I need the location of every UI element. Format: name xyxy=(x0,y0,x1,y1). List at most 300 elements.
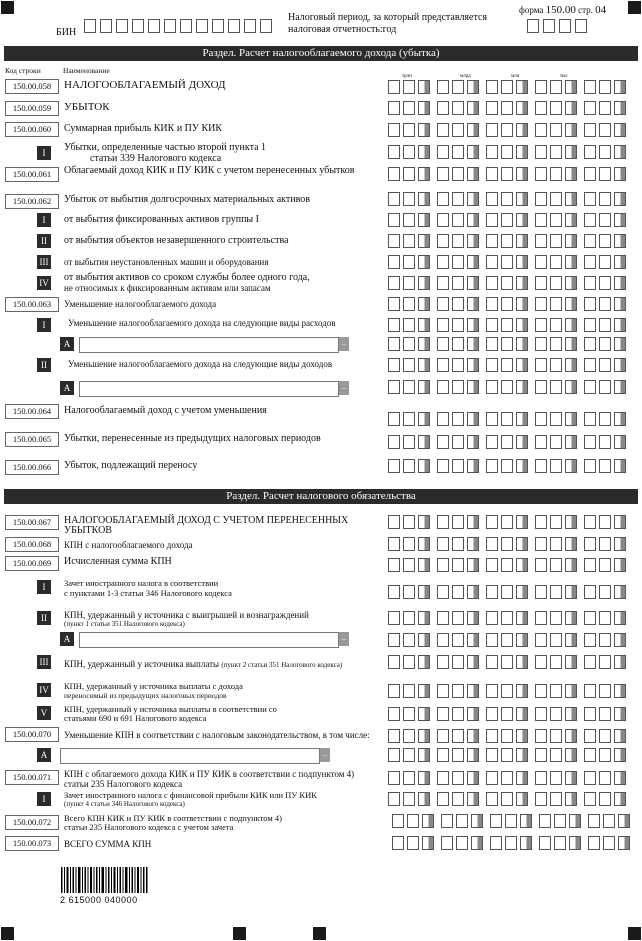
digit-cell[interactable] xyxy=(467,297,479,311)
digit-cell[interactable] xyxy=(535,435,547,449)
digit-cell[interactable] xyxy=(418,80,430,94)
digit-cell[interactable] xyxy=(516,213,528,227)
digit-cell[interactable] xyxy=(388,318,400,332)
digit-cell[interactable] xyxy=(584,297,596,311)
digit-cell[interactable] xyxy=(599,234,611,248)
digit-cell[interactable] xyxy=(584,611,596,625)
amount-cells[interactable] xyxy=(388,633,629,647)
digit-cell[interactable] xyxy=(584,192,596,206)
digit-cell[interactable] xyxy=(599,213,611,227)
digit-cell[interactable] xyxy=(584,337,596,351)
digit-cell[interactable] xyxy=(418,192,430,206)
digit-cell[interactable] xyxy=(418,748,430,762)
digit-cell[interactable] xyxy=(422,814,434,828)
digit-cell[interactable] xyxy=(614,101,626,115)
digit-cell[interactable] xyxy=(388,234,400,248)
digit-cell[interactable] xyxy=(539,814,551,828)
digit-cell[interactable] xyxy=(599,633,611,647)
digit-cell[interactable] xyxy=(588,814,600,828)
digit-cell[interactable] xyxy=(452,167,464,181)
amount-cells[interactable] xyxy=(392,836,633,850)
amount-cells[interactable] xyxy=(388,123,629,137)
digit-cell[interactable] xyxy=(603,836,615,850)
digit-cell[interactable] xyxy=(437,255,449,269)
digit-cell[interactable] xyxy=(614,633,626,647)
digit-cell[interactable] xyxy=(437,707,449,721)
digit-cell[interactable] xyxy=(565,358,577,372)
digit-cell[interactable] xyxy=(437,684,449,698)
digit-cell[interactable] xyxy=(403,633,415,647)
digit-cell[interactable] xyxy=(418,145,430,159)
digit-cell[interactable] xyxy=(584,276,596,290)
digit-cell[interactable] xyxy=(614,234,626,248)
digit-cell[interactable] xyxy=(467,558,479,572)
digit-cell[interactable] xyxy=(407,814,419,828)
reduction-type-dropdown-button[interactable]: – xyxy=(320,748,330,762)
digit-cell[interactable] xyxy=(584,101,596,115)
digit-cell[interactable] xyxy=(599,655,611,669)
digit-cell[interactable] xyxy=(471,836,483,850)
digit-cell[interactable] xyxy=(418,655,430,669)
digit-cell[interactable] xyxy=(599,771,611,785)
digit-cell[interactable] xyxy=(501,684,513,698)
digit-cell[interactable] xyxy=(584,558,596,572)
digit-cell[interactable] xyxy=(584,358,596,372)
digit-cell[interactable] xyxy=(599,192,611,206)
amount-cells[interactable] xyxy=(388,234,629,248)
digit-cell[interactable] xyxy=(418,729,430,743)
digit-cell[interactable] xyxy=(565,558,577,572)
digit-cell[interactable] xyxy=(599,297,611,311)
digit-cell[interactable] xyxy=(418,633,430,647)
digit-cell[interactable] xyxy=(467,707,479,721)
digit-cell[interactable] xyxy=(535,297,547,311)
amount-cells[interactable] xyxy=(388,167,629,181)
digit-cell[interactable] xyxy=(618,814,630,828)
digit-cell[interactable] xyxy=(614,707,626,721)
digit-cell[interactable] xyxy=(614,358,626,372)
digit-cell[interactable] xyxy=(565,435,577,449)
digit-cell[interactable] xyxy=(418,276,430,290)
digit-cell[interactable] xyxy=(599,380,611,394)
digit-cell[interactable] xyxy=(516,611,528,625)
digit-cell[interactable] xyxy=(569,814,581,828)
digit-cell[interactable] xyxy=(403,380,415,394)
digit-cell[interactable] xyxy=(403,792,415,806)
digit-cell[interactable] xyxy=(565,748,577,762)
digit-cell[interactable] xyxy=(565,707,577,721)
digit-cell[interactable] xyxy=(388,297,400,311)
digit-cell[interactable] xyxy=(599,276,611,290)
digit-cell[interactable] xyxy=(614,515,626,529)
digit-cell[interactable] xyxy=(565,515,577,529)
digit-cell[interactable] xyxy=(392,836,404,850)
digit-cell[interactable] xyxy=(467,192,479,206)
digit-cell[interactable] xyxy=(456,814,468,828)
digit-cell[interactable] xyxy=(486,558,498,572)
digit-cell[interactable] xyxy=(614,255,626,269)
digit-cell[interactable] xyxy=(452,585,464,599)
digit-cell[interactable] xyxy=(467,684,479,698)
digit-cell[interactable] xyxy=(403,145,415,159)
digit-cell[interactable] xyxy=(452,515,464,529)
digit-cell[interactable] xyxy=(486,80,498,94)
digit-cell[interactable] xyxy=(437,633,449,647)
digit-cell[interactable] xyxy=(486,655,498,669)
digit-cell[interactable] xyxy=(550,537,562,551)
amount-cells[interactable] xyxy=(388,145,629,159)
amount-cells[interactable] xyxy=(388,729,629,743)
digit-cell[interactable] xyxy=(418,792,430,806)
digit-cell[interactable] xyxy=(516,297,528,311)
digit-cell[interactable] xyxy=(565,276,577,290)
digit-cell[interactable] xyxy=(565,297,577,311)
digit-cell[interactable] xyxy=(535,537,547,551)
digit-cell[interactable] xyxy=(467,537,479,551)
digit-cell[interactable] xyxy=(550,255,562,269)
digit-cell[interactable] xyxy=(437,337,449,351)
digit-cell[interactable] xyxy=(516,101,528,115)
digit-cell[interactable] xyxy=(565,80,577,94)
digit-cell[interactable] xyxy=(437,771,449,785)
amount-cells[interactable] xyxy=(388,358,629,372)
digit-cell[interactable] xyxy=(516,276,528,290)
digit-cell[interactable] xyxy=(505,836,517,850)
withheld-type-dropdown-button[interactable]: – xyxy=(339,632,349,646)
digit-cell[interactable] xyxy=(501,558,513,572)
digit-cell[interactable] xyxy=(388,123,400,137)
digit-cell[interactable] xyxy=(486,459,498,473)
digit-cell[interactable] xyxy=(550,297,562,311)
digit-cell[interactable] xyxy=(388,585,400,599)
digit-cell[interactable] xyxy=(403,537,415,551)
digit-cell[interactable] xyxy=(437,297,449,311)
digit-cell[interactable] xyxy=(550,633,562,647)
digit-cell[interactable] xyxy=(614,684,626,698)
digit-cell[interactable] xyxy=(486,255,498,269)
digit-cell[interactable] xyxy=(535,459,547,473)
digit-cell[interactable] xyxy=(516,123,528,137)
digit-cell[interactable] xyxy=(599,101,611,115)
amount-cells[interactable] xyxy=(388,213,629,227)
digit-cell[interactable] xyxy=(614,771,626,785)
digit-cell[interactable] xyxy=(599,558,611,572)
digit-cell[interactable] xyxy=(550,771,562,785)
digit-cell[interactable] xyxy=(516,558,528,572)
digit-cell[interactable] xyxy=(452,707,464,721)
digit-cell[interactable] xyxy=(550,684,562,698)
digit-cell[interactable] xyxy=(388,707,400,721)
digit-cell[interactable] xyxy=(565,459,577,473)
digit-cell[interactable] xyxy=(467,337,479,351)
digit-cell[interactable] xyxy=(418,537,430,551)
digit-cell[interactable] xyxy=(418,515,430,529)
digit-cell[interactable] xyxy=(403,611,415,625)
amount-cells[interactable] xyxy=(388,611,629,625)
digit-cell[interactable] xyxy=(486,729,498,743)
digit-cell[interactable] xyxy=(535,729,547,743)
digit-cell[interactable] xyxy=(501,459,513,473)
digit-cell[interactable] xyxy=(418,255,430,269)
amount-cells[interactable] xyxy=(388,276,629,290)
digit-cell[interactable] xyxy=(418,213,430,227)
digit-cell[interactable] xyxy=(467,435,479,449)
digit-cell[interactable] xyxy=(535,276,547,290)
amount-cells[interactable] xyxy=(392,814,633,828)
digit-cell[interactable] xyxy=(535,380,547,394)
digit-cell[interactable] xyxy=(437,585,449,599)
digit-cell[interactable] xyxy=(584,585,596,599)
amount-cells[interactable] xyxy=(388,655,629,669)
digit-cell[interactable] xyxy=(550,748,562,762)
amount-cells[interactable] xyxy=(388,585,629,599)
digit-cell[interactable] xyxy=(614,412,626,426)
digit-cell[interactable] xyxy=(565,337,577,351)
digit-cell[interactable] xyxy=(467,145,479,159)
digit-cell[interactable] xyxy=(599,707,611,721)
amount-cells[interactable] xyxy=(388,318,629,332)
digit-cell[interactable] xyxy=(614,380,626,394)
digit-cell[interactable] xyxy=(550,358,562,372)
digit-cell[interactable] xyxy=(437,192,449,206)
digit-cell[interactable] xyxy=(501,101,513,115)
digit-cell[interactable] xyxy=(452,297,464,311)
digit-cell[interactable] xyxy=(486,297,498,311)
amount-cells[interactable] xyxy=(388,707,629,721)
digit-cell[interactable] xyxy=(584,537,596,551)
amount-cells[interactable] xyxy=(388,297,629,311)
amount-cells[interactable] xyxy=(388,412,629,426)
digit-cell[interactable] xyxy=(422,836,434,850)
digit-cell[interactable] xyxy=(452,234,464,248)
digit-cell[interactable] xyxy=(599,80,611,94)
digit-cell[interactable] xyxy=(418,337,430,351)
digit-cell[interactable] xyxy=(403,192,415,206)
digit-cell[interactable] xyxy=(584,145,596,159)
digit-cell[interactable] xyxy=(584,80,596,94)
digit-cell[interactable] xyxy=(467,80,479,94)
digit-cell[interactable] xyxy=(614,558,626,572)
digit-cell[interactable] xyxy=(550,80,562,94)
digit-cell[interactable] xyxy=(388,80,400,94)
digit-cell[interactable] xyxy=(535,123,547,137)
digit-cell[interactable] xyxy=(516,792,528,806)
digit-cell[interactable] xyxy=(486,792,498,806)
digit-cell[interactable] xyxy=(565,123,577,137)
digit-cell[interactable] xyxy=(403,234,415,248)
digit-cell[interactable] xyxy=(403,412,415,426)
digit-cell[interactable] xyxy=(614,80,626,94)
digit-cell[interactable] xyxy=(599,684,611,698)
digit-cell[interactable] xyxy=(403,459,415,473)
digit-cell[interactable] xyxy=(614,435,626,449)
digit-cell[interactable] xyxy=(437,655,449,669)
digit-cell[interactable] xyxy=(599,611,611,625)
digit-cell[interactable] xyxy=(388,213,400,227)
digit-cell[interactable] xyxy=(403,585,415,599)
digit-cell[interactable] xyxy=(565,380,577,394)
digit-cell[interactable] xyxy=(403,123,415,137)
digit-cell[interactable] xyxy=(437,558,449,572)
digit-cell[interactable] xyxy=(437,80,449,94)
digit-cell[interactable] xyxy=(599,515,611,529)
digit-cell[interactable] xyxy=(388,792,400,806)
digit-cell[interactable] xyxy=(501,358,513,372)
digit-cell[interactable] xyxy=(388,684,400,698)
digit-cell[interactable] xyxy=(437,459,449,473)
digit-cell[interactable] xyxy=(452,318,464,332)
digit-cell[interactable] xyxy=(501,707,513,721)
digit-cell[interactable] xyxy=(501,515,513,529)
digit-cell[interactable] xyxy=(418,234,430,248)
digit-cell[interactable] xyxy=(437,515,449,529)
digit-cell[interactable] xyxy=(501,633,513,647)
digit-cell[interactable] xyxy=(486,611,498,625)
digit-cell[interactable] xyxy=(388,655,400,669)
digit-cell[interactable] xyxy=(418,684,430,698)
digit-cell[interactable] xyxy=(535,80,547,94)
digit-cell[interactable] xyxy=(516,684,528,698)
digit-cell[interactable] xyxy=(535,792,547,806)
digit-cell[interactable] xyxy=(565,684,577,698)
digit-cell[interactable] xyxy=(505,814,517,828)
digit-cell[interactable] xyxy=(403,255,415,269)
digit-cell[interactable] xyxy=(403,515,415,529)
digit-cell[interactable] xyxy=(467,655,479,669)
digit-cell[interactable] xyxy=(467,276,479,290)
digit-cell[interactable] xyxy=(437,213,449,227)
digit-cell[interactable] xyxy=(471,814,483,828)
amount-cells[interactable] xyxy=(388,459,629,473)
digit-cell[interactable] xyxy=(452,792,464,806)
digit-cell[interactable] xyxy=(550,611,562,625)
digit-cell[interactable] xyxy=(550,412,562,426)
digit-cell[interactable] xyxy=(452,633,464,647)
digit-cell[interactable] xyxy=(418,771,430,785)
digit-cell[interactable] xyxy=(486,234,498,248)
digit-cell[interactable] xyxy=(584,318,596,332)
digit-cell[interactable] xyxy=(501,145,513,159)
digit-cell[interactable] xyxy=(516,655,528,669)
digit-cell[interactable] xyxy=(452,655,464,669)
digit-cell[interactable] xyxy=(437,792,449,806)
digit-cell[interactable] xyxy=(565,101,577,115)
digit-cell[interactable] xyxy=(452,684,464,698)
digit-cell[interactable] xyxy=(467,611,479,625)
digit-cell[interactable] xyxy=(535,192,547,206)
digit-cell[interactable] xyxy=(388,358,400,372)
digit-cell[interactable] xyxy=(486,537,498,551)
digit-cell[interactable] xyxy=(452,123,464,137)
digit-cell[interactable] xyxy=(418,123,430,137)
digit-cell[interactable] xyxy=(418,459,430,473)
digit-cell[interactable] xyxy=(584,412,596,426)
digit-cell[interactable] xyxy=(403,729,415,743)
digit-cell[interactable] xyxy=(452,771,464,785)
digit-cell[interactable] xyxy=(501,276,513,290)
digit-cell[interactable] xyxy=(599,337,611,351)
withheld-type-input[interactable] xyxy=(79,632,339,648)
digit-cell[interactable] xyxy=(516,234,528,248)
digit-cell[interactable] xyxy=(467,515,479,529)
digit-cell[interactable] xyxy=(584,515,596,529)
digit-cell[interactable] xyxy=(565,655,577,669)
digit-cell[interactable] xyxy=(516,412,528,426)
digit-cell[interactable] xyxy=(550,435,562,449)
digit-cell[interactable] xyxy=(388,412,400,426)
digit-cell[interactable] xyxy=(550,167,562,181)
digit-cell[interactable] xyxy=(418,412,430,426)
digit-cell[interactable] xyxy=(550,276,562,290)
digit-cell[interactable] xyxy=(550,585,562,599)
digit-cell[interactable] xyxy=(486,435,498,449)
digit-cell[interactable] xyxy=(452,80,464,94)
digit-cell[interactable] xyxy=(584,771,596,785)
digit-cell[interactable] xyxy=(467,123,479,137)
digit-cell[interactable] xyxy=(565,771,577,785)
amount-cells[interactable] xyxy=(388,380,629,394)
digit-cell[interactable] xyxy=(550,123,562,137)
digit-cell[interactable] xyxy=(614,748,626,762)
digit-cell[interactable] xyxy=(535,167,547,181)
digit-cell[interactable] xyxy=(584,707,596,721)
digit-cell[interactable] xyxy=(501,771,513,785)
digit-cell[interactable] xyxy=(584,655,596,669)
digit-cell[interactable] xyxy=(550,234,562,248)
digit-cell[interactable] xyxy=(388,611,400,625)
digit-cell[interactable] xyxy=(437,234,449,248)
digit-cell[interactable] xyxy=(486,101,498,115)
digit-cell[interactable] xyxy=(535,145,547,159)
digit-cell[interactable] xyxy=(467,234,479,248)
digit-cell[interactable] xyxy=(486,358,498,372)
digit-cell[interactable] xyxy=(550,792,562,806)
digit-cell[interactable] xyxy=(388,145,400,159)
digit-cell[interactable] xyxy=(535,101,547,115)
digit-cell[interactable] xyxy=(437,123,449,137)
digit-cell[interactable] xyxy=(418,435,430,449)
digit-cell[interactable] xyxy=(418,318,430,332)
digit-cell[interactable] xyxy=(403,337,415,351)
digit-cell[interactable] xyxy=(437,167,449,181)
digit-cell[interactable] xyxy=(614,145,626,159)
digit-cell[interactable] xyxy=(403,707,415,721)
digit-cell[interactable] xyxy=(614,459,626,473)
digit-cell[interactable] xyxy=(516,80,528,94)
digit-cell[interactable] xyxy=(437,101,449,115)
digit-cell[interactable] xyxy=(388,633,400,647)
digit-cell[interactable] xyxy=(550,515,562,529)
digit-cell[interactable] xyxy=(467,729,479,743)
digit-cell[interactable] xyxy=(614,655,626,669)
digit-cell[interactable] xyxy=(599,537,611,551)
digit-cell[interactable] xyxy=(516,729,528,743)
digit-cell[interactable] xyxy=(467,167,479,181)
digit-cell[interactable] xyxy=(456,836,468,850)
digit-cell[interactable] xyxy=(520,814,532,828)
digit-cell[interactable] xyxy=(535,611,547,625)
digit-cell[interactable] xyxy=(535,684,547,698)
digit-cell[interactable] xyxy=(565,585,577,599)
digit-cell[interactable] xyxy=(516,337,528,351)
digit-cell[interactable] xyxy=(584,380,596,394)
digit-cell[interactable] xyxy=(584,792,596,806)
digit-cell[interactable] xyxy=(490,836,502,850)
digit-cell[interactable] xyxy=(452,435,464,449)
digit-cell[interactable] xyxy=(565,537,577,551)
digit-cell[interactable] xyxy=(618,836,630,850)
digit-cell[interactable] xyxy=(467,380,479,394)
